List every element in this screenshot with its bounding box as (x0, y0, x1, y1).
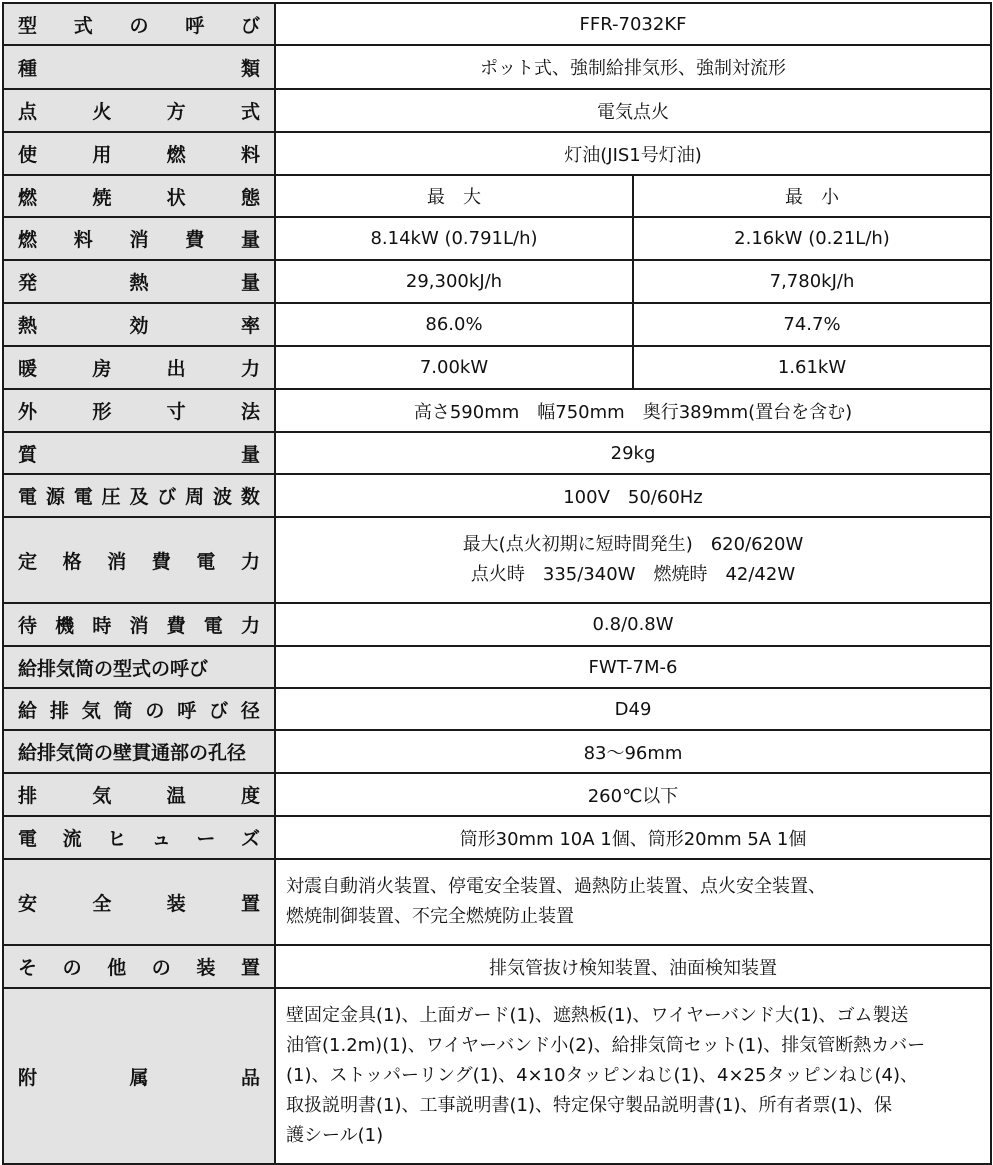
spec-value-min: 1.61kW (633, 346, 991, 389)
spec-value-line: 燃焼制御装置、不完全燃焼防止装置 (286, 906, 574, 927)
spec-value: 83〜96mm (275, 730, 991, 773)
spec-label-text: 燃 料 消 費 量 (18, 229, 260, 251)
spec-value: 高さ590mm 幅750mm 奥行389mm(置台を含む) (275, 389, 991, 432)
spec-value-max: 7.00kW (275, 346, 633, 389)
spec-value-min: 74.7% (633, 303, 991, 346)
spec-label-text: 種 類 (18, 57, 260, 80)
spec-row (3, 389, 991, 432)
spec-row (3, 303, 991, 346)
spec-row (3, 346, 991, 389)
spec-label (3, 3, 275, 45)
spec-label (3, 303, 275, 346)
spec-label-text: 排 気 温 度 (18, 785, 260, 807)
spec-value: D49 (275, 688, 991, 730)
spec-value: 260℃以下 (275, 773, 991, 816)
spec-label-text: 給 排 気 筒 の 呼 び 径 (18, 699, 260, 722)
spec-table (2, 2, 992, 1165)
spec-row (3, 816, 991, 859)
spec-label-text: 電 流 ヒ ュ ー ズ (18, 828, 260, 850)
spec-value: 29kg (275, 432, 991, 474)
spec-label (3, 517, 275, 603)
spec-value-line: 最大(点火初期に短時間発生) 620/620W (462, 534, 804, 555)
spec-label (3, 432, 275, 474)
spec-label (3, 646, 275, 688)
spec-label-text: 熱 効 率 (18, 315, 260, 337)
spec-row (3, 603, 991, 646)
spec-value: 電気点火 (275, 89, 991, 132)
spec-label (3, 260, 275, 303)
spec-value-max: 最 大 (275, 175, 633, 217)
spec-label (3, 603, 275, 646)
spec-value-max: 8.14kW (0.791L/h) (275, 217, 633, 260)
spec-label (3, 816, 275, 859)
spec-label-text: 電 源 電 圧 及 び 周 波 数 (18, 486, 260, 508)
spec-label (3, 730, 275, 773)
spec-value: 排気管抜け検知装置、油面検知装置 (275, 945, 991, 988)
spec-value (275, 859, 991, 945)
spec-label (3, 859, 275, 945)
spec-row (3, 688, 991, 730)
spec-value: ポット式、強制給排気形、強制対流形 (275, 45, 991, 89)
spec-row (3, 730, 991, 773)
spec-row (3, 89, 991, 132)
spec-value: 100V 50/60Hz (275, 474, 991, 517)
spec-label-text: 燃 焼 状 態 (18, 186, 260, 209)
spec-label-text: 安 全 装 置 (18, 892, 260, 915)
spec-label (3, 988, 275, 1164)
spec-value: 筒形30mm 10A 1個、筒形20mm 5A 1個 (275, 816, 991, 859)
spec-label (3, 132, 275, 175)
spec-value-line: 護シール(1) (286, 1125, 384, 1146)
spec-label (3, 389, 275, 432)
spec-value-line: (1)、ストッパーリング(1)、4×10タッピンねじ(1)、4×25タッピンねじ(4)、 (286, 1065, 918, 1086)
spec-row (3, 45, 991, 89)
spec-label-text: 附 属 品 (18, 1066, 260, 1089)
spec-table-body (3, 3, 991, 1164)
spec-value: 灯油(JIS1号灯油) (275, 132, 991, 175)
spec-row (3, 260, 991, 303)
spec-row (3, 474, 991, 517)
spec-label (3, 217, 275, 260)
spec-value-min: 2.16kW (0.21L/h) (633, 217, 991, 260)
spec-label-text: 給排気筒の壁貫通部の孔径 (18, 742, 247, 764)
spec-row (3, 217, 991, 260)
spec-label (3, 773, 275, 816)
spec-value-min: 7,780kJ/h (633, 260, 991, 303)
spec-label-text: 定 格 消 費 電 力 (18, 550, 260, 573)
spec-label (3, 945, 275, 988)
spec-row (3, 432, 991, 474)
spec-value-line: 対震自動消火装置、停電安全装置、過熱防止装置、点火安全装置、 (286, 876, 826, 897)
spec-row (3, 646, 991, 688)
spec-label-text: 質 量 (18, 443, 260, 466)
spec-row (3, 988, 991, 1164)
spec-label-text: 発 熱 量 (18, 272, 260, 294)
spec-label (3, 346, 275, 389)
spec-value: FWT-7M-6 (275, 646, 991, 688)
spec-row (3, 945, 991, 988)
spec-value (275, 988, 991, 1164)
spec-value-max: 86.0% (275, 303, 633, 346)
spec-label-text: 外 形 寸 法 (18, 401, 260, 423)
spec-row (3, 859, 991, 945)
spec-label-text: 点 火 方 式 (18, 101, 260, 123)
spec-label (3, 688, 275, 730)
spec-value-line: 点火時 335/340W 燃焼時 42/42W (470, 564, 796, 585)
spec-label (3, 45, 275, 89)
spec-row (3, 132, 991, 175)
spec-row (3, 517, 991, 603)
spec-row (3, 3, 991, 45)
spec-value-line: 油管(1.2m)(1)、ワイヤーバンド小(2)、給排気筒セット(1)、排気管断熱カバー (286, 1035, 926, 1056)
spec-value-min: 最 小 (633, 175, 991, 217)
spec-label-text: 型 式 の 呼 び (18, 14, 260, 37)
spec-value-max: 29,300kJ/h (275, 260, 633, 303)
spec-value: FFR-7032KF (275, 3, 991, 45)
spec-value: 0.8/0.8W (275, 603, 991, 646)
spec-label-text: 使 用 燃 料 (18, 144, 260, 166)
spec-label (3, 89, 275, 132)
spec-label-text: そ の 他 の 装 置 (18, 957, 260, 979)
spec-label-text: 給排気筒の型式の呼び (18, 657, 209, 680)
spec-label (3, 474, 275, 517)
spec-value (275, 517, 991, 603)
spec-label (3, 175, 275, 217)
spec-label-text: 暖 房 出 力 (18, 358, 260, 380)
spec-value-line: 壁固定金具(1)、上面ガード(1)、遮熱板(1)、ワイヤーバンド大(1)、ゴム製送 (286, 1005, 909, 1026)
spec-row (3, 773, 991, 816)
spec-row (3, 175, 991, 217)
spec-value-line: 取扱説明書(1)、工事説明書(1)、特定保守製品説明書(1)、所有者票(1)、保 (286, 1095, 892, 1116)
spec-label-text: 待 機 時 消 費 電 力 (18, 615, 260, 637)
